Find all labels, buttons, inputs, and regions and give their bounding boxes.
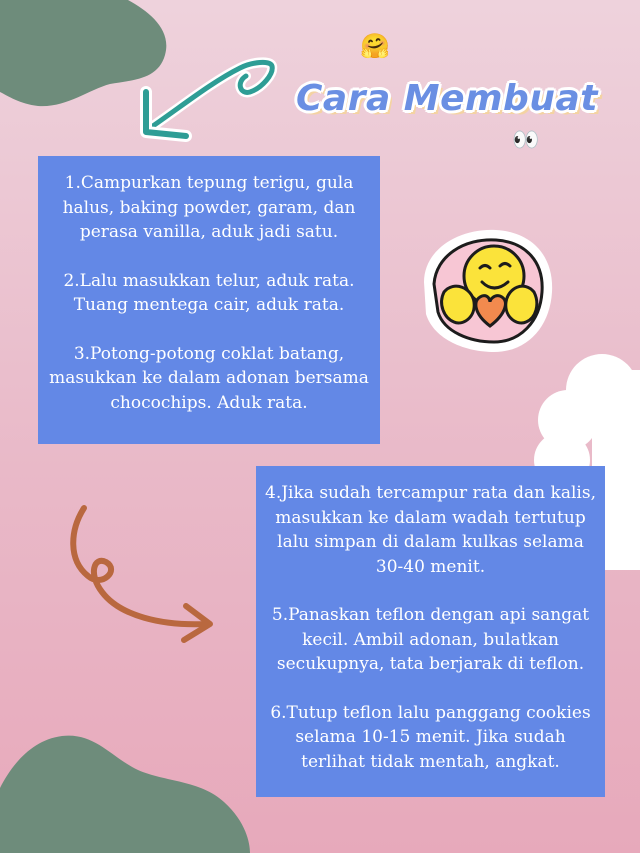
step-6-text: 6.Tutup teflon lalu panggang cookies selama 10-15 menit. Jika sudah terlihat tidak mentah, angkat. — [270, 702, 591, 772]
hug-emoji-icon: 🤗 — [360, 32, 390, 60]
page-title: Cara Membuat — [296, 78, 598, 119]
eyes-emoji-icon: 👀 — [512, 128, 540, 153]
smiley-heart-sticker — [414, 222, 562, 358]
steps-card-left — [38, 156, 380, 444]
blob-decoration-bottom — [0, 728, 260, 853]
step-3-text: 3.Potong-potong coklat batang, masukkan ke dalam adonan bersama chocochips. Aduk rata. — [49, 343, 369, 413]
step-5-text: 5.Panaskan teflon dengan api sangat kecil. Ambil adonan, bulatkan secukupnya, tata berjarak di teflon. — [271, 605, 590, 674]
brown-swirl-arrow-icon — [58, 500, 230, 650]
teal-arrow-icon — [132, 52, 282, 142]
step-1-text: 1.Campurkan tepung terigu, gula halus, baking powder, garam, dan perasa vanilla, aduk jadi satu. — [62, 173, 356, 242]
step-2-text: 2.Lalu masukkan telur, aduk rata. Tuang mentega cair, aduk rata. — [63, 270, 355, 315]
step-4-text: 4.Jika sudah tercampur rata dan kalis, masukkan ke dalam wadah tertutup lalu simpan di dalam kulkas selama 30-40 menit. — [265, 483, 596, 577]
steps-card-right — [256, 466, 605, 797]
